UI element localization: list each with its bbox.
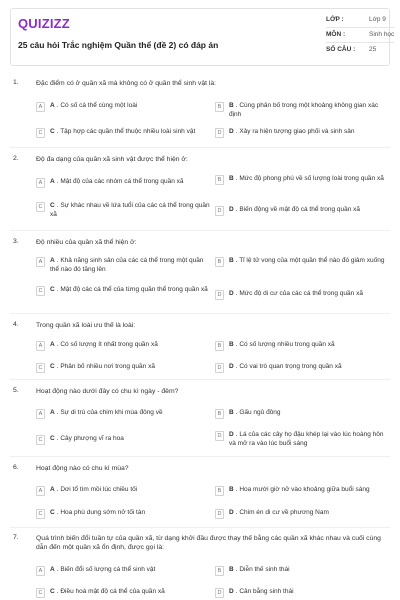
question-divider bbox=[10, 527, 390, 528]
option-badge: C bbox=[36, 286, 45, 296]
option-letter: A bbox=[50, 102, 55, 109]
option-text: Mật độ của các nhóm cá thể trong quần xã bbox=[60, 178, 184, 185]
option-letter: C bbox=[50, 509, 55, 516]
option-letter: D bbox=[229, 128, 234, 135]
option-letter: D bbox=[229, 290, 234, 297]
option-text: Sự di trú của chim khi mùa đông về bbox=[60, 409, 163, 416]
option-text: Mật độ các cá thể của từng quần thể trong quần xã bbox=[60, 286, 208, 293]
document-header bbox=[10, 8, 395, 66]
option-text: Điều hoà mật độ cá thể của quần xã bbox=[60, 588, 165, 595]
question-divider bbox=[10, 313, 390, 314]
option-badge: A bbox=[36, 178, 45, 188]
meta-grade-label: LỚP : bbox=[326, 16, 344, 23]
question-divider bbox=[10, 147, 390, 148]
option-text: Có số lượng nhiều trong quần xã bbox=[239, 341, 335, 348]
option-letter: B bbox=[229, 341, 234, 348]
option-letter: C bbox=[50, 202, 55, 209]
option-letter: C bbox=[50, 128, 55, 135]
option-badge: B bbox=[215, 175, 224, 185]
question-number: 7. bbox=[13, 534, 19, 541]
option-letter: A bbox=[50, 486, 55, 493]
option-letter: D bbox=[229, 363, 234, 370]
option-badge: B bbox=[215, 341, 224, 351]
option-badge: A bbox=[36, 566, 45, 576]
option-text: Lá của các cây họ đậu khép lại vào lúc hoàng hôn và mở ra vào lúc buổi sáng bbox=[229, 431, 384, 447]
option-letter: B bbox=[229, 102, 234, 109]
meta-divider bbox=[326, 42, 394, 43]
meta-subject-label: MÔN : bbox=[326, 31, 346, 38]
option-badge: A bbox=[36, 409, 45, 419]
option-letter: C bbox=[50, 588, 55, 595]
meta-divider bbox=[326, 27, 394, 28]
question-text: Đặc điểm có ở quần xã mà không có ở quần thể sinh vật là: bbox=[36, 80, 217, 87]
option-badge: A bbox=[36, 257, 45, 267]
option-badge: C bbox=[36, 435, 45, 445]
option-letter: A bbox=[50, 409, 55, 416]
option-badge: C bbox=[36, 128, 45, 138]
option-badge: B bbox=[215, 409, 224, 419]
option-text: Gấu ngủ đông bbox=[239, 409, 281, 416]
option-badge: D bbox=[215, 363, 224, 373]
option-badge: B bbox=[215, 566, 224, 576]
option-badge: A bbox=[36, 486, 45, 496]
option-badge: D bbox=[215, 588, 224, 598]
option-letter: A bbox=[50, 341, 55, 348]
option-badge: D bbox=[215, 431, 224, 441]
question-divider bbox=[10, 379, 390, 380]
option-badge: C bbox=[36, 202, 45, 212]
option-text: Mức độ di cư của các cá thể trong quần xã bbox=[239, 290, 363, 297]
option-letter: C bbox=[50, 435, 55, 442]
option-text: Tập hợp các quần thể thuộc nhiều loài sinh vật bbox=[60, 128, 196, 135]
option-letter: D bbox=[229, 206, 234, 213]
option-text: Dơi tổ tìm mồi lúc chiều tối bbox=[60, 486, 138, 493]
document-title: 25 câu hỏi Trắc nghiệm Quần thể (đề 2) có đáp án bbox=[18, 40, 219, 50]
meta-subject-value: Sinh học bbox=[369, 31, 395, 38]
meta-count-label: SỐ CÂU : bbox=[326, 46, 356, 53]
option-text: Sự khác nhau về lứa tuổi của các cá thể trong quần xã bbox=[50, 202, 210, 218]
question-text: Hoạt động nào dưới đây có chu kì ngày - đêm? bbox=[36, 388, 179, 395]
option-text: Hoa phù dung sớm nở tối tàn bbox=[60, 509, 146, 516]
option-text: Xảy ra hiện tượng giao phối và sinh sản bbox=[239, 128, 355, 135]
option-text: Biến đổi số lượng cá thể sinh vật bbox=[60, 566, 156, 573]
option-badge: C bbox=[36, 509, 45, 519]
option-text: Cân bằng sinh thái bbox=[239, 588, 294, 595]
option-badge: D bbox=[215, 290, 224, 300]
question-text: Hoạt động nào có chu kì mùa? bbox=[36, 465, 129, 472]
option-letter: B bbox=[229, 409, 234, 416]
option-badge: A bbox=[36, 102, 45, 112]
question-text: Trong quần xã loài ưu thế là loài: bbox=[36, 322, 136, 329]
option-badge: D bbox=[215, 206, 224, 216]
option-text: Cùng phân bố trong một khoảng không gian xác định bbox=[229, 102, 379, 118]
question-divider bbox=[10, 230, 390, 231]
option-letter: A bbox=[50, 257, 55, 264]
option-text: Diễn thế sinh thái bbox=[239, 566, 290, 573]
option-letter: B bbox=[229, 486, 234, 493]
question-number: 6. bbox=[13, 464, 19, 471]
option-text: Có số cá thể cùng một loài bbox=[60, 102, 138, 109]
question-number: 4. bbox=[13, 321, 19, 328]
question-divider bbox=[10, 456, 390, 457]
option-letter: A bbox=[50, 178, 55, 185]
question-number: 2. bbox=[13, 155, 19, 162]
option-letter: B bbox=[229, 566, 234, 573]
question-text: Độ nhiều của quần xã thể hiện ở: bbox=[36, 239, 137, 246]
option-badge: C bbox=[36, 363, 45, 373]
option-letter: A bbox=[50, 566, 55, 573]
option-text: Hoa mười giờ nở vào khoảng giữa buổi sáng bbox=[239, 486, 370, 493]
option-letter: D bbox=[229, 431, 234, 438]
option-text: Biến động về mật độ cá thể trong quần xã bbox=[239, 206, 361, 213]
option-text: Có số lượng ít nhất trong quần xã bbox=[60, 341, 158, 348]
option-badge: C bbox=[36, 588, 45, 598]
option-badge: B bbox=[215, 102, 224, 112]
option-text: Cây phượng vĩ ra hoa bbox=[60, 435, 124, 442]
question-number: 3. bbox=[13, 238, 19, 245]
option-badge: B bbox=[215, 486, 224, 496]
option-letter: C bbox=[50, 286, 55, 293]
option-text: Khả năng sinh sản của các cá thể trong một quần thể nào đó tăng lên bbox=[50, 257, 204, 273]
option-badge: A bbox=[36, 341, 45, 351]
meta-count-value: 25 bbox=[369, 46, 377, 53]
question-number: 5. bbox=[13, 387, 19, 394]
meta-grade-value: Lớp 9 bbox=[369, 16, 386, 23]
option-text: Phân bố nhiều nơi trong quần xã bbox=[60, 363, 155, 370]
option-text: Chim én di cư về phương Nam bbox=[239, 509, 329, 516]
option-letter: C bbox=[50, 363, 55, 370]
option-badge: D bbox=[215, 509, 224, 519]
option-letter: B bbox=[229, 175, 234, 182]
option-badge: B bbox=[215, 257, 224, 267]
option-letter: D bbox=[229, 509, 234, 516]
question-number: 1. bbox=[13, 79, 19, 86]
option-badge: D bbox=[215, 128, 224, 138]
question-text: Quá trình biến đổi tuần tự của quần xã, từ dạng khởi đầu được thay thế bằng các quần xã khác nhau và cuối cùng dẫn đến một quần xã ổn định, được gọi là: bbox=[36, 535, 381, 551]
option-text: Mức độ phong phú về số lượng loài trong quần xã bbox=[239, 175, 384, 182]
quizizz-logo: QUIZIZZ bbox=[18, 16, 70, 31]
option-text: Tỉ lệ tử vong của một quần thể nào đó giảm xuống bbox=[239, 257, 385, 264]
question-text: Độ đa dạng của quần xã sinh vật được thể hiện ở: bbox=[36, 156, 188, 163]
option-letter: D bbox=[229, 588, 234, 595]
option-text: Có vai trò quan trọng trong quần xã bbox=[239, 363, 342, 370]
option-letter: B bbox=[229, 257, 234, 264]
